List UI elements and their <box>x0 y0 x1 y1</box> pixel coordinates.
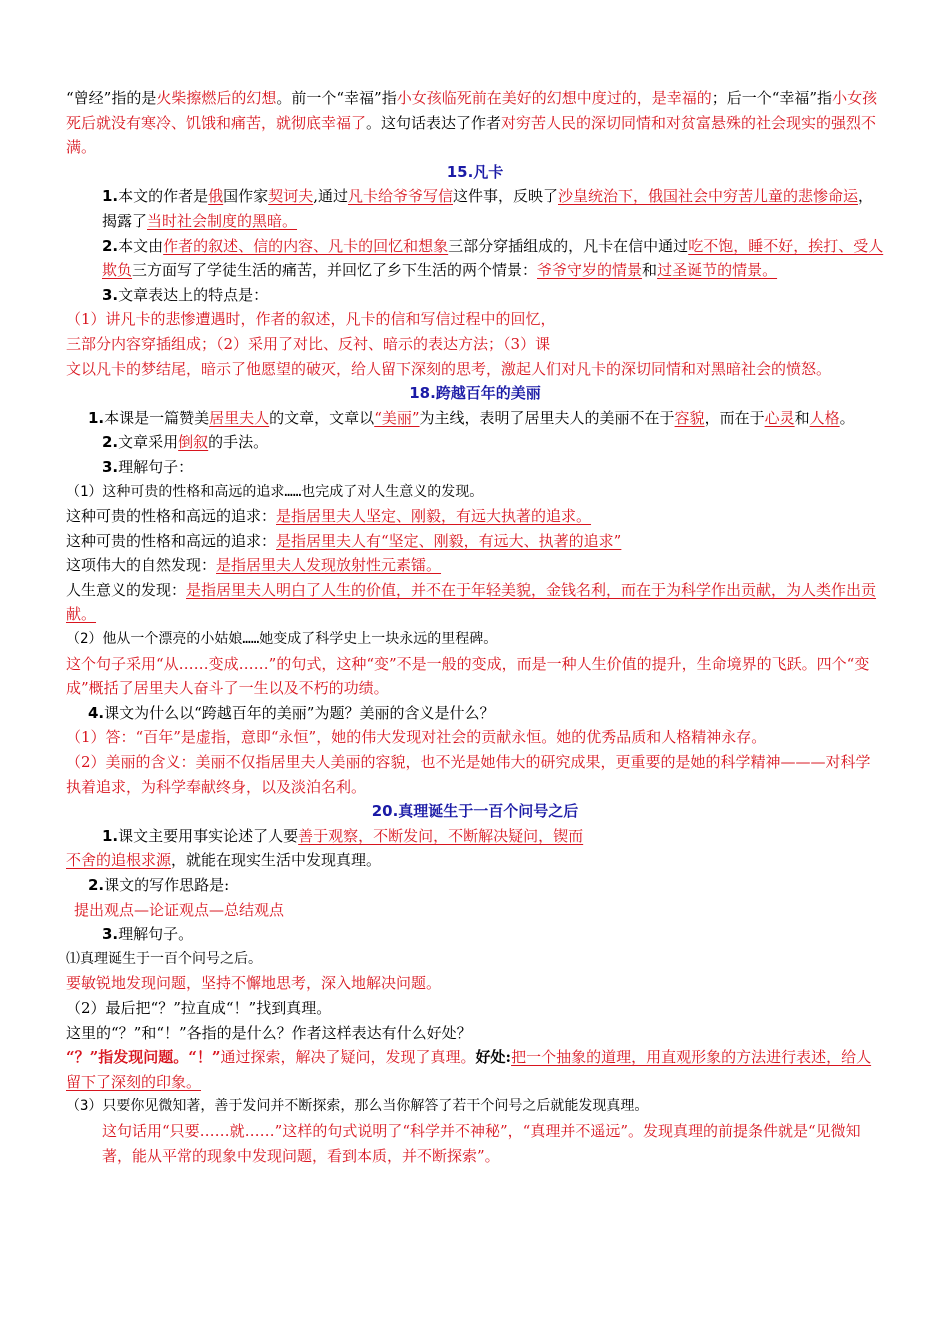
fill-answer: 容貌 <box>674 408 705 427</box>
point-text: 文章表达上的特点是： <box>118 285 269 304</box>
s20-answer-3 <box>66 1045 884 1094</box>
fill-answer: 倒叙 <box>178 433 209 452</box>
intro-answer: 小女孩临死前在美好的幻想中度过的，是幸福的 <box>396 89 712 107</box>
point-text: ，而在于 <box>704 408 765 427</box>
intro-answer: 火柴擦燃后的幻想 <box>156 89 277 107</box>
point-number: 3. <box>102 457 119 476</box>
intro-text: “曾经”指的是 <box>66 89 157 107</box>
fill-answer: 是指居里夫人发现放射性元素镭。 <box>216 556 442 575</box>
intro-text: 。这句话表达了作者 <box>366 113 502 132</box>
point-text: 本文的作者是 <box>118 187 209 206</box>
point-text: 。 <box>839 408 855 427</box>
point-text: ，就能在现实生活中发现真理。 <box>171 851 382 870</box>
fill-answer: 是指居里夫人坚定、刚毅，有远大执著的追求。 <box>276 507 592 526</box>
intro-paragraph <box>66 86 884 160</box>
s18-explain-line <box>66 553 884 578</box>
point-text: 三部分穿插组成的，凡卡在信中通过 <box>448 236 689 255</box>
point-text: 课文的写作思路是: <box>104 876 230 894</box>
point-text: 理解句子： <box>118 457 194 476</box>
s20-answer-1: 提出观点—论证观点—总结观点 <box>74 900 285 919</box>
s18-explain-line <box>66 578 884 627</box>
s18-quote-1: （1）这种可贵的性格和高远的追求……也完成了对人生意义的发现。 <box>66 483 484 500</box>
fill-answer: 当时社会制度的黑暗。 <box>147 211 298 230</box>
s18-answer-2: 这个句子采用“从……变成……”的句式，这种“变”不是一般的变成，而是一种人生价值的提升，生命境界的飞跃。四个“变成”概括了居里夫人奋斗了一生以及不朽的功绩。 <box>66 654 870 698</box>
fill-answer: 人格 <box>809 408 840 427</box>
answer-label: 好处: <box>475 1048 512 1067</box>
s18-point-1 <box>66 406 884 431</box>
point-text: 和 <box>794 408 810 427</box>
s18-answer-3: （1）答：“百年”是虚指，意即“永恒”，她的伟大发现对社会的贡献永恒。她的优秀品质和人格精神永存。 <box>66 728 767 747</box>
fill-answer: 不舍的追根求源 <box>66 851 172 870</box>
fill-answer: 是指居里夫人有“坚定、刚毅，有远大、执著的追求” <box>276 531 622 550</box>
answer-bold: “？”指发现问题。“！” <box>66 1048 221 1067</box>
point-text: 国作家 <box>223 187 269 206</box>
point-text: ,通过 <box>313 187 348 206</box>
s20-quote-1: ⑴真理诞生于一百个问号之后。 <box>66 950 262 967</box>
point-number: 2. <box>102 236 119 255</box>
point-text: 人生意义的发现： <box>66 580 187 599</box>
fill-answer: “美丽” <box>374 408 420 427</box>
s15-point-2 <box>66 234 884 283</box>
point-number: 3. <box>102 925 119 944</box>
s18-point-2 <box>66 430 884 455</box>
s18-answer-4: （2）美丽的含义：美丽不仅指居里夫人美丽的容貌，也不光是她伟大的研究成果，更重要的是她的科学精神———对科学执着追求，为科学奉献终身，以及淡泊名利。 <box>66 753 871 796</box>
fill-answer: 心灵 <box>764 408 795 427</box>
s20-point-3 <box>66 922 884 947</box>
s20-point-2 <box>66 873 884 898</box>
intro-text: 。前一个“幸福”指 <box>276 89 397 107</box>
point-text: 这件事，反映了 <box>453 187 559 206</box>
fill-answer: 居里夫人 <box>209 408 270 427</box>
fill-answer: 契诃夫 <box>268 187 314 206</box>
point-number: 3. <box>102 285 119 304</box>
point-number: 2. <box>88 876 105 894</box>
section-title-18: 18.跨越百年的美丽 <box>409 384 541 403</box>
s18-explain-line <box>66 529 884 554</box>
point-text: ，揭露了 <box>102 187 874 230</box>
s20-question: 这里的“？”和“！”各指的是什么？作者这样表达有什么好处？ <box>66 1023 472 1042</box>
section-title-15: 15.凡卡 <box>446 162 504 181</box>
s18-point-4 <box>66 701 884 726</box>
point-text: 本文由 <box>118 236 164 255</box>
s15-point-1 <box>66 184 884 233</box>
fill-answer: 作者的叙述、信的内容、凡卡的回忆和想象 <box>163 236 449 255</box>
intro-text: ；后一个“幸福”指 <box>711 89 833 107</box>
point-text: 为主线，表明了居里夫人的美丽不在于 <box>419 408 675 427</box>
point-text: 这种可贵的性格和高远的追求： <box>66 531 277 550</box>
point-text: 的文章，文章以 <box>269 408 375 427</box>
point-number: 1. <box>102 826 119 845</box>
fill-answer: 爷爷守岁的情景 <box>537 261 643 280</box>
s15-point-3 <box>66 283 884 308</box>
fill-answer: 俄 <box>208 187 224 206</box>
fill-answer: 是指居里夫人明白了人生的价值，并不在于年轻美貌，金钱名利，而在于为科学作出贡献，为人类作出贡献。 <box>66 580 877 624</box>
s18-explain-line <box>66 504 884 529</box>
point-text: 课文为什么以“跨越百年的美丽”为题？美丽的含义是什么？ <box>104 703 495 722</box>
fill-answer: 把一个抽象的道理，用直观形象的方法进行表述，给人留下了深刻的印象。 <box>66 1048 872 1091</box>
point-number: 4. <box>88 703 105 722</box>
s20-point-1-cont <box>66 848 884 873</box>
answer-text: 通过探索，解决了疑问，发现了真理。 <box>220 1048 476 1067</box>
s15-answer-line: （1）讲凡卡的悲惨遭遇时，作者的叙述，凡卡的信和写信过程中的回忆， <box>66 310 556 329</box>
s15-answer-line: 文以凡卡的梦结尾，暗示了他愿望的破灭，给人留下深刻的思考，激起人们对凡卡的深切同情和对黑暗社会的愤怒。 <box>66 359 832 378</box>
point-text: 三方面写了学徒生活的痛苦，并回忆了乡下生活的两个情景： <box>132 261 538 280</box>
fill-answer: 善于观察，不断发问，不断解决疑问，锲而 <box>298 826 584 845</box>
point-text: 的手法。 <box>208 433 269 452</box>
s18-quote-2: （2）他从一个漂亮的小姑娘……她变成了科学史上一块永远的里程碑。 <box>66 631 498 648</box>
s20-quote-2: （2）最后把“？”拉直成“！”找到真理。 <box>66 998 332 1017</box>
point-text: 这项伟大的自然发现： <box>66 556 217 575</box>
point-text: 和 <box>642 261 658 280</box>
point-text: 这种可贵的性格和高远的追求： <box>66 507 277 526</box>
fill-answer: 吃不饱，睡不好，挨打、受人欺负 <box>102 236 884 280</box>
intro-answer: 小女孩死后就没有寒冷、饥饿和痛苦，就彻底幸福了 <box>66 89 878 132</box>
point-number: 1. <box>88 408 105 427</box>
point-text: 课文主要用事实论述了人要 <box>118 826 299 845</box>
s15-answer-line: 三部分内容穿插组成；（2）采用了对比、反衬、暗示的表达方法；（3）课 <box>66 334 551 353</box>
point-text: 文章采用 <box>118 433 179 452</box>
s20-answer-4: 这句话用“只要……就……”这样的句式说明了“科学并不神秘”，“真理并不遥远”。发现真理的前提条件就是“见微知著，能从平常的现象中发现问题，看到本质，并不断探索”。 <box>102 1121 861 1165</box>
fill-answer: 过圣诞节的情景。 <box>657 261 778 280</box>
point-number: 2. <box>102 433 119 452</box>
point-text: 理解句子。 <box>118 925 194 944</box>
section-title-20: 20.真理诞生于一百个问号之后 <box>371 802 579 821</box>
point-number: 1. <box>102 187 119 206</box>
s18-point-3 <box>66 455 884 480</box>
fill-answer: 沙皇统治下，俄国社会中穷苦儿童的悲惨命运 <box>558 187 859 206</box>
s20-quote-3: （3）只要你见微知著，善于发问并不断探索，那么当你解答了若干个问号之后就能发现真理。 <box>66 1098 649 1115</box>
intro-answer: 对穷苦人民的深切同情和对贫富悬殊的社会现实的强烈不满。 <box>66 113 877 157</box>
s20-answer-2: 要敏锐地发现问题，坚持不懈地思考，深入地解决问题。 <box>66 974 442 993</box>
s20-point-1 <box>66 824 884 849</box>
point-text: 本课是一篇赞美 <box>104 408 210 427</box>
fill-answer: 凡卡给爷爷写信 <box>347 187 453 206</box>
